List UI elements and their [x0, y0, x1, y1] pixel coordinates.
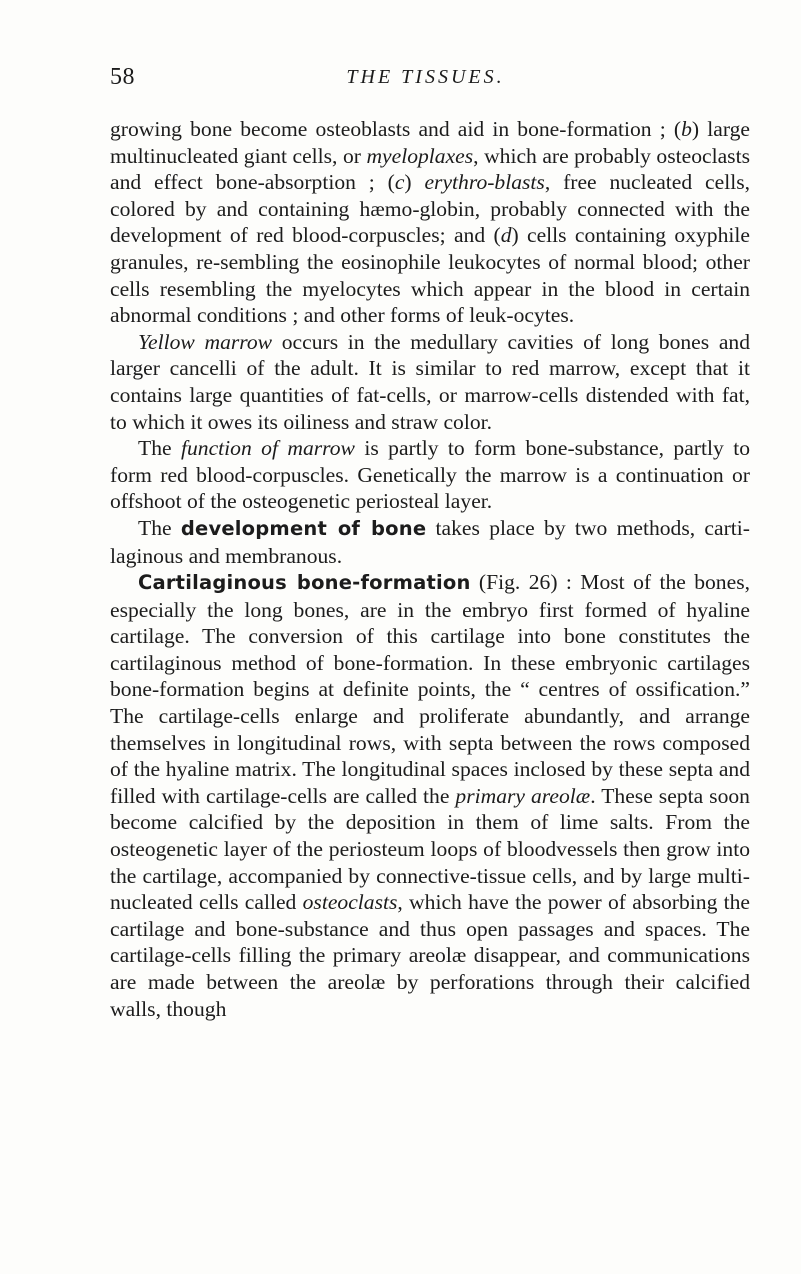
text-run: takes place by two methods, carti-laginous and membranous.	[110, 515, 750, 568]
italic-term: b	[681, 117, 692, 141]
body-text	[110, 116, 750, 1022]
italic-term: d	[500, 223, 512, 248]
text-run: is partly to form bone-substance, partly to form red blood-corpuscles. Genetically the marrow is a continuation or offshoot of the osteogenetic periosteal layer.	[110, 436, 750, 514]
text-run: , which are probably osteoclasts and effect bone-absorption ; (	[110, 143, 750, 195]
text-run: , which have the power of absorbing the cartilage and bone-substance and thus open passages and spaces. The cartilage-cells filling the primary areolæ disappear, and communications are made between the areolæ by perforations through their calcified walls, though	[110, 890, 750, 1021]
italic-term: erythro-blasts	[424, 170, 545, 195]
italic-term: myeloplaxes	[366, 143, 474, 168]
italic-term: function of marrow	[180, 436, 355, 461]
section-heading: Cartilaginous bone-formation	[138, 571, 471, 595]
text-run: . These septa soon become calcified by the deposition in them of lime salts. From the osteogenetic layer of the periosteum loops of bloodvessels then grow into the cartilage, accompanied by connective-tissue cells, and by large multi-nucleated cells called	[110, 783, 750, 915]
page-number: 58	[110, 64, 135, 90]
text-run: ) cells containing oxyphile granules, re-sembling the eosinophile leukocytes of normal blood; other cells resembling the myelocytes which appear in the blood in certain abnormal conditions ; and other forms of leuk-ocytes.	[110, 223, 750, 328]
paragraph	[110, 435, 750, 515]
italic-term: c	[394, 170, 405, 195]
text-run: )	[404, 170, 425, 195]
text-run: ) large multinucleated giant cells, or	[110, 117, 750, 168]
paragraph	[110, 329, 750, 435]
text-run: The	[138, 515, 181, 540]
running-head: THE TISSUES.	[346, 66, 505, 88]
paragraph	[110, 569, 750, 1022]
text-run: , free nucleated cells, colored by and containing hæmo-globin, probably connected with the development of red blood-corpuscles; and (	[110, 170, 751, 248]
italic-term: primary areolæ	[455, 783, 591, 808]
text-run: The	[138, 436, 181, 461]
italic-term: Yellow marrow	[138, 329, 273, 354]
paragraph	[110, 515, 750, 569]
text-run: (Fig. 26) : Most of the bones, especially the long bones, are in the embryo first formed of hyaline cartilage. The conversion of this cartilage into bone constitutes the cartilaginous method of bone-formation. In these embryonic cartilages bone-formation begins at definite points, the “ centres of ossification.” The cartilage-cells enlarge and proliferate abundantly, and arrange themselves in longitudinal rows, with septa between the rows composed of the hyaline matrix. The longitudinal spaces inclosed by these septa and filled with cartilage-cells are called the	[110, 570, 750, 808]
paragraph	[110, 116, 750, 329]
page-header	[110, 64, 741, 94]
text-run: occurs in the medullary cavities of long bones and larger cancelli of the adult. It is similar to red marrow, except that it contains large quantities of fat-cells, or marrow-cells distended with fat, to which it owes its oiliness and straw color.	[110, 329, 750, 434]
text-run: growing bone become osteoblasts and aid in bone-formation ; (	[110, 117, 682, 141]
italic-term: osteoclasts	[302, 890, 398, 915]
section-heading: development of bone	[180, 516, 427, 540]
